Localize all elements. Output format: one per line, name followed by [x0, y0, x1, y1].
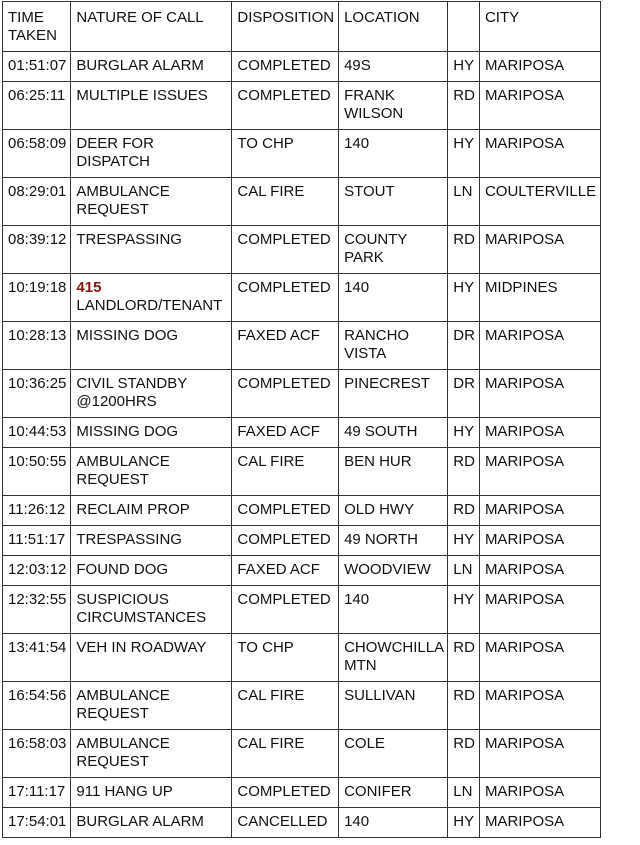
- table-row: [3, 52, 601, 82]
- cell-location: RANCHO VISTA: [339, 322, 448, 370]
- cell-nature-of-call: [71, 526, 232, 556]
- cell-time-taken: 11:26:12: [3, 496, 71, 526]
- cell-nature-of-call: [71, 322, 232, 370]
- cell-time-taken: 12:03:12: [3, 556, 71, 586]
- table-row: [3, 448, 601, 496]
- cell-nature-of-call: [71, 496, 232, 526]
- cell-street-suffix: DR: [448, 322, 480, 370]
- cell-time-taken: 10:28:13: [3, 322, 71, 370]
- cell-disposition: COMPLETED: [232, 82, 339, 130]
- table-row: [3, 226, 601, 274]
- cell-nature-of-call: [71, 682, 232, 730]
- header-street-suffix: [448, 2, 480, 52]
- cell-disposition: CAL FIRE: [232, 448, 339, 496]
- cell-disposition: TO CHP: [232, 130, 339, 178]
- cell-location: 140: [339, 274, 448, 322]
- table-row: [3, 682, 601, 730]
- cell-city: MARIPOSA: [479, 82, 600, 130]
- cell-street-suffix: HY: [448, 808, 480, 838]
- cell-location: SULLIVAN: [339, 682, 448, 730]
- table-row: [3, 526, 601, 556]
- cell-city: MARIPOSA: [479, 322, 600, 370]
- cell-time-taken: 10:50:55: [3, 448, 71, 496]
- cell-location: 140: [339, 130, 448, 178]
- cell-nature-of-call: [71, 82, 232, 130]
- cell-time-taken: 08:29:01: [3, 178, 71, 226]
- cell-street-suffix: LN: [448, 778, 480, 808]
- cell-street-suffix: RD: [448, 496, 480, 526]
- nature-text: AMBULANCE REQUEST: [76, 735, 170, 770]
- nature-text: MULTIPLE ISSUES: [76, 87, 208, 104]
- cell-city: MARIPOSA: [479, 526, 600, 556]
- cell-city: MARIPOSA: [479, 52, 600, 82]
- header-location: LOCATION: [339, 2, 448, 52]
- cell-location: BEN HUR: [339, 448, 448, 496]
- cell-nature-of-call: [71, 178, 232, 226]
- cell-city: MIDPINES: [479, 274, 600, 322]
- nature-text: TRESPASSING: [76, 531, 182, 548]
- cell-street-suffix: LN: [448, 556, 480, 586]
- cell-location: 140: [339, 808, 448, 838]
- cell-street-suffix: DR: [448, 370, 480, 418]
- table-row: [3, 418, 601, 448]
- nature-text: RECLAIM PROP: [76, 501, 190, 518]
- cell-disposition: CANCELLED: [232, 808, 339, 838]
- cell-time-taken: 12:32:55: [3, 586, 71, 634]
- cell-location: 49S: [339, 52, 448, 82]
- cell-disposition: FAXED ACF: [232, 418, 339, 448]
- nature-text: AMBULANCE REQUEST: [76, 453, 170, 488]
- header-city: CITY: [479, 2, 600, 52]
- cell-nature-of-call: [71, 778, 232, 808]
- table-row: [3, 82, 601, 130]
- cell-city: MARIPOSA: [479, 682, 600, 730]
- cell-location: CONIFER: [339, 778, 448, 808]
- cell-location: CHOWCHILLA MTN: [339, 634, 448, 682]
- cell-time-taken: 01:51:07: [3, 52, 71, 82]
- table-row: [3, 130, 601, 178]
- call-log-table: [2, 1, 601, 838]
- table-body: [3, 52, 601, 838]
- nature-text: SUSPICIOUS CIRCUMSTANCES: [76, 591, 207, 626]
- cell-time-taken: 16:58:03: [3, 730, 71, 778]
- cell-city: MARIPOSA: [479, 556, 600, 586]
- cell-city: MARIPOSA: [479, 370, 600, 418]
- nature-text: AMBULANCE REQUEST: [76, 183, 170, 218]
- cell-city: MARIPOSA: [479, 448, 600, 496]
- nature-text: LANDLORD/TENANT: [76, 297, 223, 314]
- cell-city: COULTERVILLE: [479, 178, 600, 226]
- cell-city: MARIPOSA: [479, 130, 600, 178]
- nature-text: 911 HANG UP: [76, 783, 173, 800]
- cell-disposition: FAXED ACF: [232, 556, 339, 586]
- cell-time-taken: 10:36:25: [3, 370, 71, 418]
- cell-disposition: CAL FIRE: [232, 730, 339, 778]
- nature-text: BURGLAR ALARM: [76, 57, 204, 74]
- cell-nature-of-call: [71, 418, 232, 448]
- table-row: [3, 634, 601, 682]
- cell-city: MARIPOSA: [479, 418, 600, 448]
- cell-disposition: CAL FIRE: [232, 178, 339, 226]
- cell-disposition: COMPLETED: [232, 274, 339, 322]
- nature-text: AMBULANCE REQUEST: [76, 687, 170, 722]
- header-disposition: DISPOSITION: [232, 2, 339, 52]
- cell-time-taken: 17:11:17: [3, 778, 71, 808]
- table-row: [3, 778, 601, 808]
- nature-text: DEER FOR DISPATCH: [76, 135, 154, 170]
- cell-street-suffix: HY: [448, 586, 480, 634]
- cell-nature-of-call: [71, 370, 232, 418]
- nature-text: MISSING DOG: [76, 423, 179, 440]
- cell-location: WOODVIEW: [339, 556, 448, 586]
- cell-street-suffix: HY: [448, 418, 480, 448]
- cell-location: 49 SOUTH: [339, 418, 448, 448]
- cell-disposition: COMPLETED: [232, 52, 339, 82]
- cell-location: COLE: [339, 730, 448, 778]
- cell-city: MARIPOSA: [479, 808, 600, 838]
- cell-nature-of-call: [71, 808, 232, 838]
- cell-time-taken: 13:41:54: [3, 634, 71, 682]
- cell-street-suffix: RD: [448, 82, 480, 130]
- cell-disposition: TO CHP: [232, 634, 339, 682]
- cell-street-suffix: HY: [448, 52, 480, 82]
- cell-location: STOUT: [339, 178, 448, 226]
- cell-disposition: COMPLETED: [232, 370, 339, 418]
- cell-nature-of-call: [71, 634, 232, 682]
- cell-time-taken: 16:54:56: [3, 682, 71, 730]
- cell-time-taken: 10:19:18: [3, 274, 71, 322]
- cell-city: MARIPOSA: [479, 778, 600, 808]
- cell-nature-of-call: [71, 586, 232, 634]
- cell-time-taken: 11:51:17: [3, 526, 71, 556]
- cell-location: PINECREST: [339, 370, 448, 418]
- table-row: [3, 178, 601, 226]
- table-row: [3, 274, 601, 322]
- nature-text: TRESPASSING: [76, 231, 182, 248]
- cell-street-suffix: RD: [448, 634, 480, 682]
- cell-location: COUNTY PARK: [339, 226, 448, 274]
- cell-location: 49 NORTH: [339, 526, 448, 556]
- table-row: [3, 808, 601, 838]
- cell-street-suffix: HY: [448, 526, 480, 556]
- header-row: [3, 2, 601, 52]
- cell-street-suffix: RD: [448, 448, 480, 496]
- nature-text: CIVIL STANDBY @1200HRS: [76, 375, 187, 410]
- cell-disposition: FAXED ACF: [232, 322, 339, 370]
- cell-street-suffix: RD: [448, 226, 480, 274]
- cell-street-suffix: HY: [448, 274, 480, 322]
- cell-location: 140: [339, 586, 448, 634]
- cell-location: FRANK WILSON: [339, 82, 448, 130]
- cell-time-taken: 06:25:11: [3, 82, 71, 130]
- cell-location: OLD HWY: [339, 496, 448, 526]
- cell-nature-of-call: [71, 274, 232, 322]
- table-row: [3, 322, 601, 370]
- cell-street-suffix: LN: [448, 178, 480, 226]
- cell-nature-of-call: [71, 556, 232, 586]
- cell-city: MARIPOSA: [479, 226, 600, 274]
- table-row: [3, 556, 601, 586]
- cell-city: MARIPOSA: [479, 586, 600, 634]
- cell-street-suffix: RD: [448, 730, 480, 778]
- cell-nature-of-call: [71, 130, 232, 178]
- cell-disposition: COMPLETED: [232, 778, 339, 808]
- table-header: [3, 2, 601, 52]
- nature-text: BURGLAR ALARM: [76, 813, 204, 830]
- cell-disposition: COMPLETED: [232, 226, 339, 274]
- table-row: [3, 370, 601, 418]
- header-nature-of-call: NATURE OF CALL: [71, 2, 232, 52]
- cell-disposition: CAL FIRE: [232, 682, 339, 730]
- cell-nature-of-call: [71, 226, 232, 274]
- table-row: [3, 730, 601, 778]
- header-time-line2: TAKEN: [8, 27, 57, 44]
- table-row: [3, 496, 601, 526]
- cell-nature-of-call: [71, 730, 232, 778]
- cell-time-taken: 08:39:12: [3, 226, 71, 274]
- nature-text: MISSING DOG: [76, 327, 179, 344]
- nature-text: VEH IN ROADWAY: [76, 639, 207, 656]
- cell-disposition: COMPLETED: [232, 526, 339, 556]
- cell-nature-of-call: [71, 52, 232, 82]
- table-row: [3, 586, 601, 634]
- nature-code: 415: [76, 279, 102, 296]
- cell-street-suffix: HY: [448, 130, 480, 178]
- header-time-taken: [3, 2, 71, 52]
- cell-disposition: COMPLETED: [232, 586, 339, 634]
- cell-time-taken: 10:44:53: [3, 418, 71, 448]
- cell-city: MARIPOSA: [479, 634, 600, 682]
- nature-text: FOUND DOG: [76, 561, 169, 578]
- cell-street-suffix: RD: [448, 682, 480, 730]
- cell-time-taken: 17:54:01: [3, 808, 71, 838]
- cell-disposition: COMPLETED: [232, 496, 339, 526]
- cell-city: MARIPOSA: [479, 730, 600, 778]
- cell-city: MARIPOSA: [479, 496, 600, 526]
- cell-time-taken: 06:58:09: [3, 130, 71, 178]
- header-time-line1: TIME: [8, 9, 44, 26]
- cell-nature-of-call: [71, 448, 232, 496]
